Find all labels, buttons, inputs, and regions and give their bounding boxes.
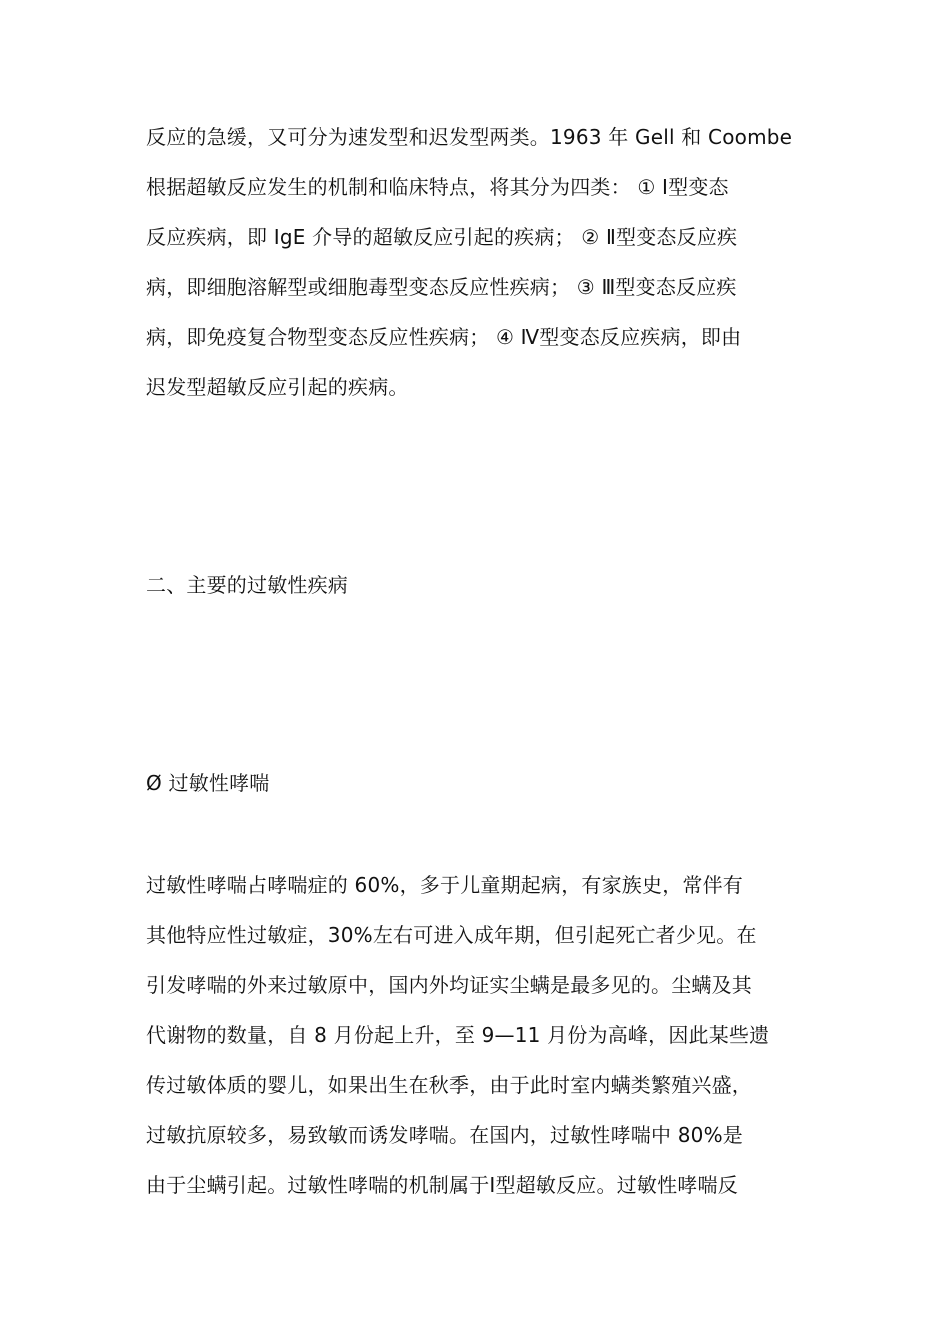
text-line: 病，即细胞溶解型或细胞毒型变态反应性疾病； ③ Ⅲ型变态反应疾 <box>146 275 737 299</box>
text-line: 传过敏体质的婴儿，如果出生在秋季，由于此时室内螨类繁殖兴盛， <box>146 1073 752 1097</box>
subheading-allergic-asthma: Ø 过敏性哮喘 <box>146 771 270 795</box>
section-heading: 二、主要的过敏性疾病 <box>146 573 348 597</box>
text-line: 反应的急缓，又可分为速发型和迟发型两类。1963 年 Gell 和 Coombe <box>146 125 793 149</box>
text-line: 根据超敏反应发生的机制和临床特点，将其分为四类： ① Ⅰ型变态 <box>146 175 729 199</box>
text-line: 由于尘螨引起。过敏性哮喘的机制属于Ⅰ型超敏反应。过敏性哮喘反 <box>146 1173 738 1197</box>
text-line: 过敏性哮喘占哮喘症的 60%，多于儿童期起病，有家族史，常伴有 <box>146 873 744 897</box>
text-line: 代谢物的数量，自 8 月份起上升，至 9—11 月份为高峰，因此某些遗 <box>146 1023 770 1047</box>
text-line: 其他特应性过敏症，30%左右可进入成年期，但引起死亡者少见。在 <box>146 923 757 947</box>
text-line: 病，即免疫复合物型变态反应性疾病； ④ Ⅳ型变态反应疾病，即由 <box>146 325 742 349</box>
text-line: 过敏抗原较多，易致敏而诱发哮喘。在国内，过敏性哮喘中 80%是 <box>146 1123 744 1147</box>
text-line: 引发哮喘的外来过敏原中，国内外均证实尘螨是最多见的。尘螨及其 <box>146 973 752 997</box>
text-line: 迟发型超敏反应引起的疾病。 <box>146 375 409 399</box>
text-line: 反应疾病，即 IgE 介导的超敏反应引起的疾病； ② Ⅱ型变态反应疾 <box>146 225 738 249</box>
